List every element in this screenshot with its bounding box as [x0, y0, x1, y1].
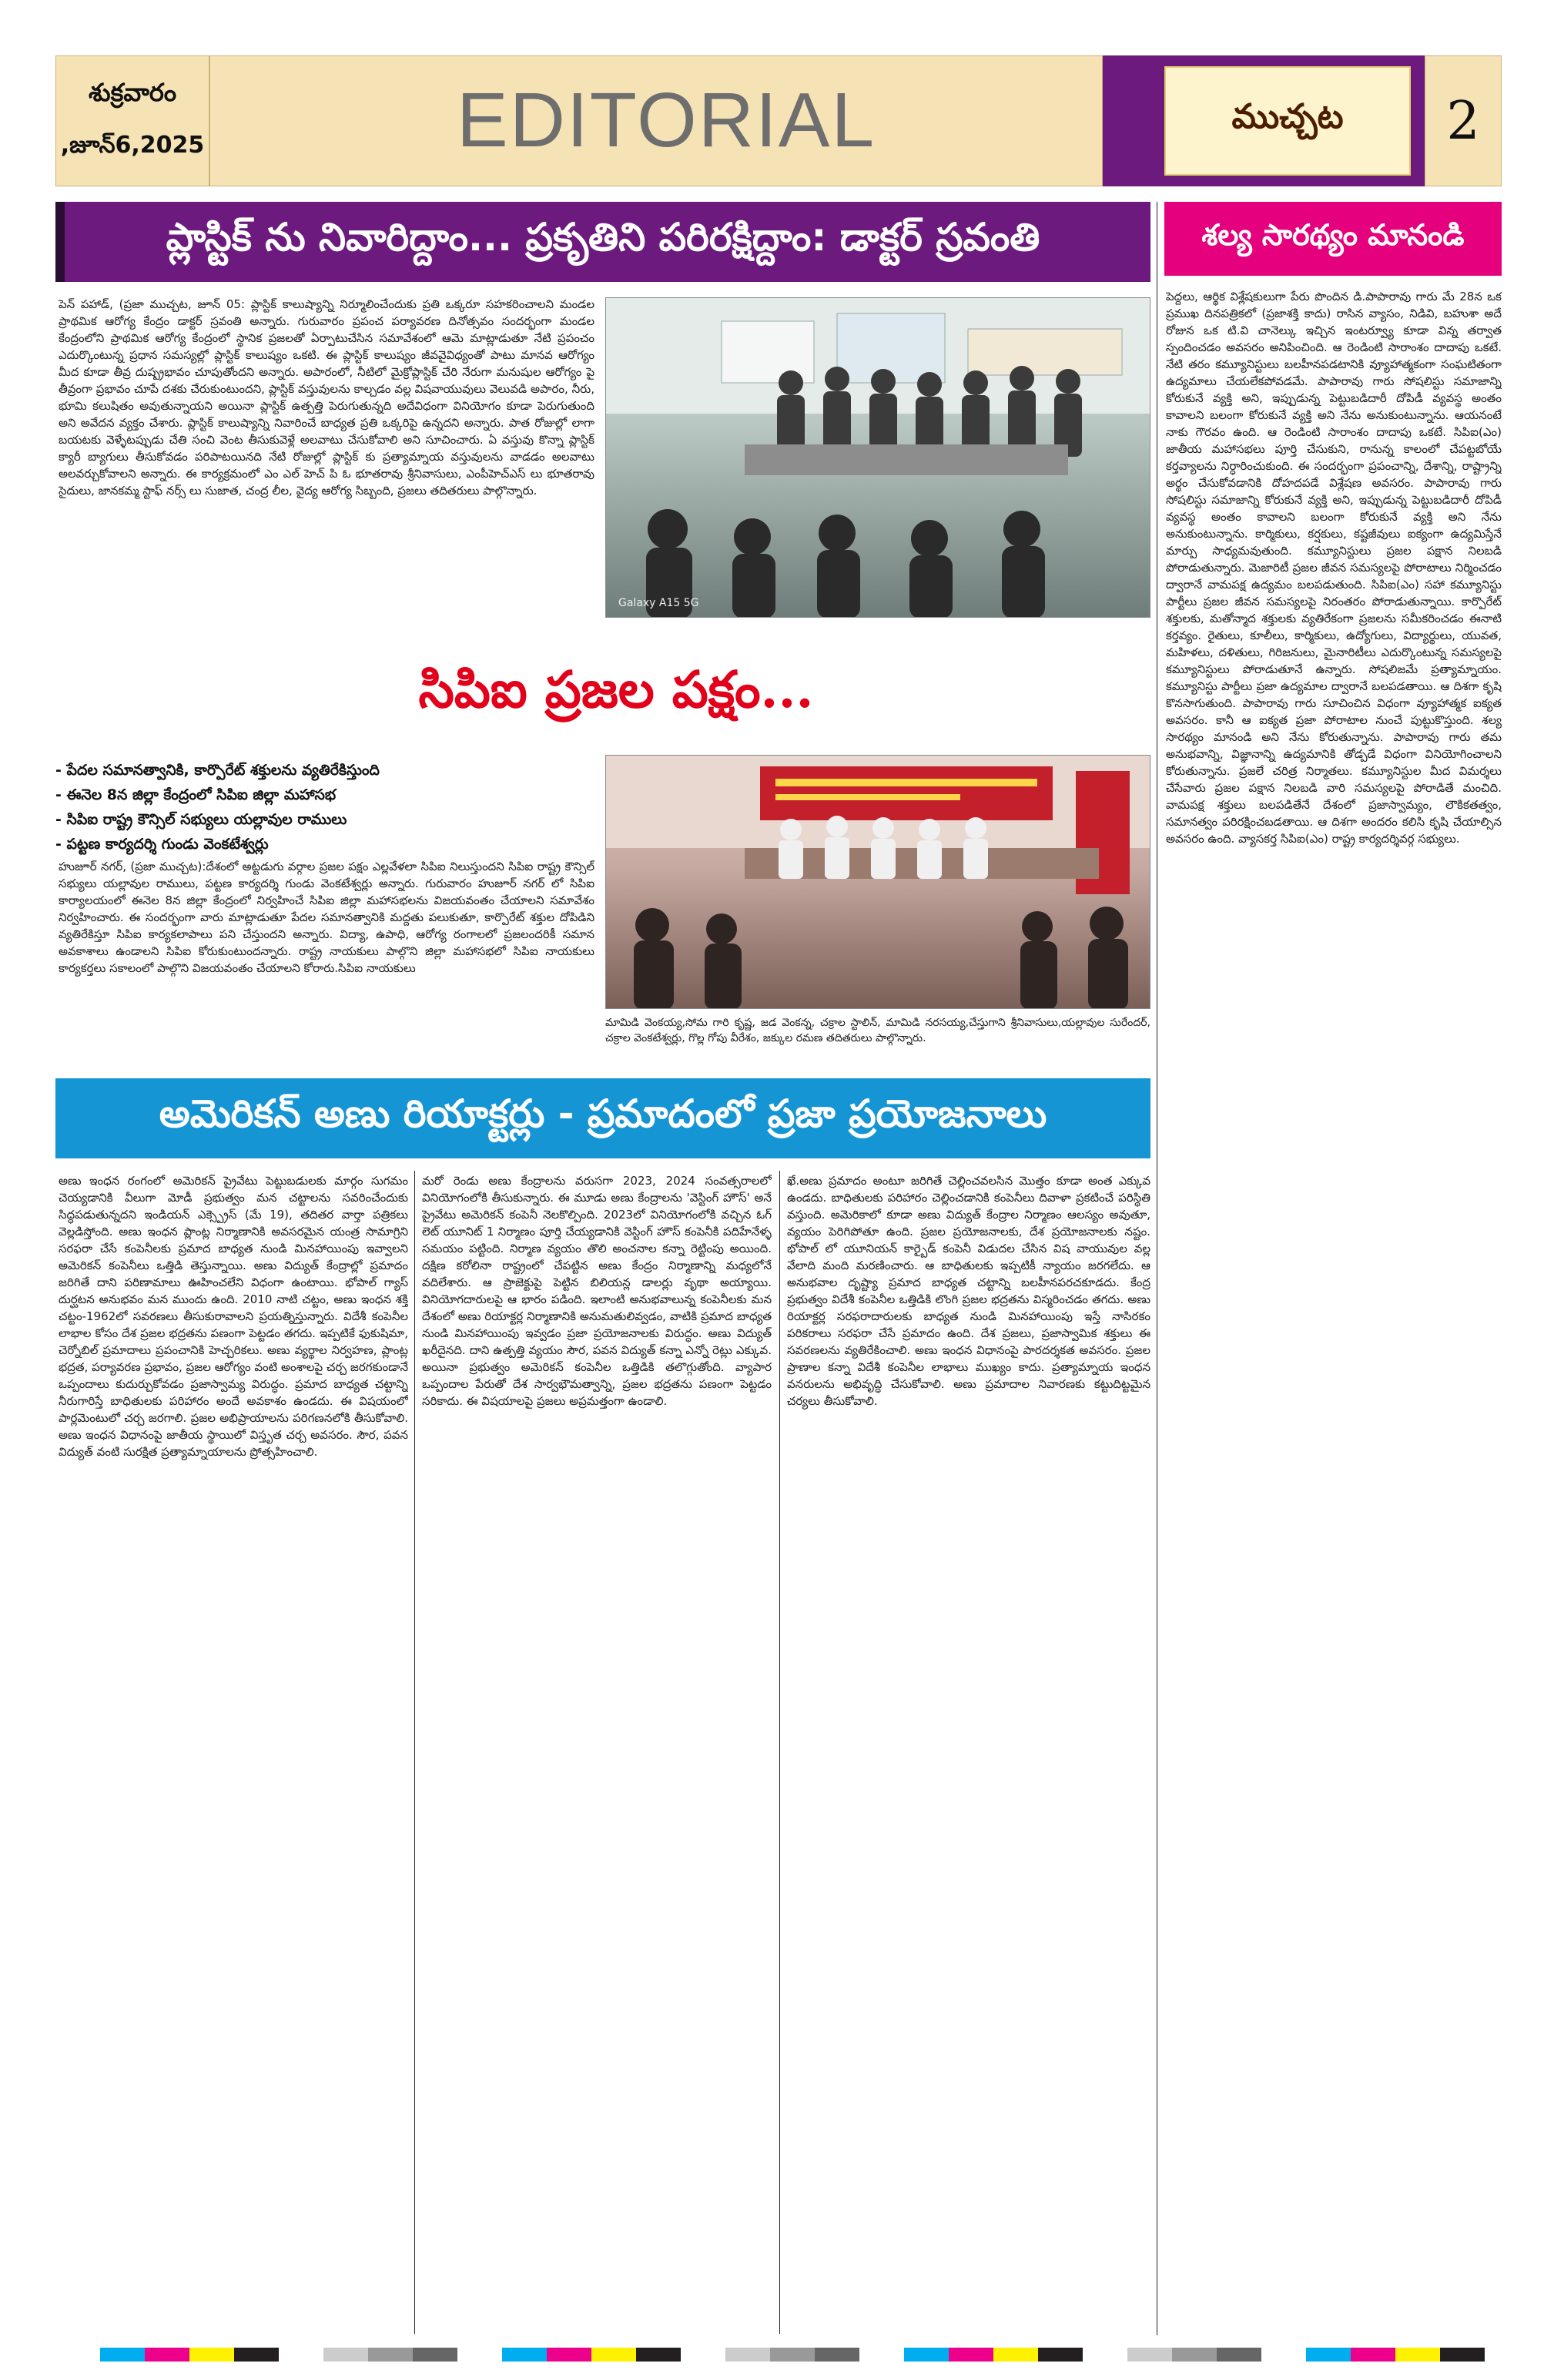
section-box — [209, 55, 1103, 186]
cpi-article-body: హుజూర్ నగర్, (ప్రజా ముచ్చట):దేశంలో అట్టడుగు వర్గాల ప్రజల పక్షం ఎల్లవేళలా సిపిఐ నిలుస్తుందని సిపిఐ రాష్ట్ర కౌన్సిల్ సభ్యులు యల్లావుల రాములు, పట్టణ కార్యదర్శి గుండు వెంకటేశ్వర్లు అన్నారు. గురువారం హుజూర్ నగర్ లో సిపిఐ కార్యాలయంలో ఈనెల 8న జిల్లా కేంద్రంలో నిర్వహించే సిపిఐ జిల్లా మహాసభలను విజయవంతం చేయాలని సమావేశం నిర్వహించారు. ఈ సందర్భంగా వారు మాట్లాడుతూ పేదల సమానత్వానికి మద్దతు పలుకుతూ, కార్పొరేట్ శక్తుల దోపిడిని వ్యతిరేకిస్తూ సిపిఐ కార్యకలాపాలు పని చేస్తుందని అన్నారు. విద్యా, ఉపాధి, ఆరోగ్య రంగాలలో ప్రజలందరికీ సమాన అవకాశాలు ఉండాలని సిపిఐ కోరుకుంటుందన్నారు. రాష్ట్ర నాయకులు పాల్గొని జిల్లా మహాసభలో సిపిఐ నాయకులు కార్యకర్తలు సకాలంలో పాల్గొని విజయవంతం చేయాలని కోరారు.సిపిఐ నాయకులు — [59, 860, 594, 975]
color-swatch — [1083, 2348, 1127, 2362]
column-divider — [779, 1171, 780, 2334]
color-swatch — [1038, 2348, 1083, 2362]
plastic-article-body: పెన్ పహాడ్, (ప్రజా ముచ్చట, జూన్ 05: ప్లాస్టిక్ కాలుష్యాన్ని నిర్మూలించేందుకు ప్రతి ఒక్కరూ సహకరించాలని మండల ప్రాథమిక ఆరోగ్య కేంద్రం డాక్టర్ స్రవంతి అన్నారు. గురువారం ప్రపంచ పర్యావరణ దినోత్సవం సందర్భంగా మండల కేంద్రంలోని ప్రాథమిక ఆరోగ్య కేంద్రంలో స్థానిక ప్రజలతో ఏర్పాటుచేసిన సమావేశంలో ఆమె మాట్లాడుతూ నేటి ప్రపంచం ఎదుర్కొంటున్న ప్రధాన సమస్యల్లో ప్లాస్టిక్ కాలుష్యం ఒకటి. ఈ ప్లాస్టిక్ కాలుష్యం జీవవైవిధ్యంతో పాటు మానవ ఆరోగ్యం మీద కూడా తీవ్ర దుష్ప్రభావం చూపుతోందని అన్నారు. అపారంలో, నీటిలో మైక్రోప్లాస్టిక్ చేరి నేరుగా మనుషుల ఆరోగ్యం పై తీవ్రంగా ప్రభావం చూపే దశకు చేరుకుంటుందని, ప్లాస్టిక్ వస్తువులను కాల్చడం వల్ల విషవాయువులు వెలువడి అపారం, నీరు, భూమి కలుషితం అవుతున్నాయని అయినా ప్లాస్టిక్ ఉత్పత్తి పెరుగుతున్నది అదేవిధంగా వినియోగం కూడా పెరుగుతుంది అని అవేదన వ్యక్తం చేశారు. ప్లాస్టిక్ కాలుష్యాన్ని నివారించే బాధ్యత ప్రతి ఒక్కరిపై ఉన్నదని అన్నారు. పాత రోజుల్లో లాగా బయటకు వెళ్ళేటప్పుడు చేతి సంచి వెంట తీసుకువెళ్లే అలవాటు చేసుకోవాలి అని సూచించారు. ఏ వస్తువు కొన్నా ప్లాస్టిక్ క్యారీ బ్యాగులు తీసుకోవడం పరిపాటయినది నేటి రోజుల్లో ప్లాస్టిక్ కు ప్రత్యామ్నాయ వస్తువులను వాడడం అలవాటు అలవర్చుకోవాలని అన్నారు. ఈ కార్యక్రమంలో ఎం ఎల్ హెచ్ పి ఓ భూతరావు శ్రీనివాసులు, ఎంపీహెచ్ఎస్ లు భూతరావు సైదులు, జానకమ్మ స్టాఫ్ నర్స్ లు సుజాత, చంద్ర లీల, వైద్య ఆరోగ్య సిబ్బంది, ప్రజలు తదితరులు పాల్గొన్నారు. — [59, 297, 594, 498]
plastic-headline: ప్లాస్టిక్ ను నివారిద్దాం... ప్రకృతిని పరిరక్షిద్దాం: డాక్టర్ స్రవంతి — [55, 202, 1150, 282]
color-swatch — [1440, 2348, 1485, 2362]
color-swatch — [725, 2348, 770, 2362]
color-swatch — [949, 2348, 993, 2362]
cpi-meeting-photo — [605, 755, 1150, 1009]
nuclear-article-col1: అణు ఇంధన రంగంలో అమెరికన్ ప్రైవేటు పెట్టుబడులకు మార్గం సుగమం చెయ్యడానికి వీలుగా మోడీ ప్రభుత్వం మన చట్టాలను సవరించేందుకు సిద్ధపడుతున్నదని ఇండియన్ ఎక్స్ప్రెస్ (మే 19), తదితర వార్తా పత్రికలు వెల్లడిస్తోంది. అణు ఇంధన ప్లాంట్ల నిర్మాణానికి అవసరమైన యంత్ర సామాగ్రిని సరఫరా చేసే కంపెనీలకు ప్రమాద బాధ్యత నుండి మినహాయింపు ఇవ్వాలని అమెరికన్ కంపెనీలు ఒత్తిడి తెస్తున్నాయి. అణు విద్యుత్ కేంద్రాల్లో ప్రమాదం జరిగితే దాని పరిణామాలు ఊహించలేని విధంగా ఉంటాయి. భోపాల్ గ్యాస్ దుర్ఘటన అనుభవం మన ముందు ఉంది. 2010 నాటి చట్టం, అణు ఇంధన శక్తి చట్టం-1962లో సవరణలు తీసుకురావాలని ప్రయత్నిస్తున్నారు. విదేశీ కంపెనీల లాభాల కోసం దేశ ప్రజల భద్రతను పణంగా పెట్టడం తగదు. ఇప్పటికే ఫుకుషిమా, చెర్నోబిల్ ప్రమాదాలు ప్రపంచానికి హెచ్చరికలు. అణు వ్యర్థాల నిర్వహణ, ప్లాంట్ల భద్రత, పర్యావరణ ప్రభావం, ప్రజల ఆరోగ్యం వంటి అంశాలపై చర్చ జరగకుండానే ఒప్పందాలు కుదుర్చుకోవడం ప్రజాస్వామ్య విరుద్ధం. ప్రమాద బాధ్యత చట్టాన్ని నీరుగారిస్తే బాధితులకు పరిహారం అందే అవకాశం ఉండదు. ఈ విషయంలో పార్లమెంటులో చర్చ జరగాలి. ప్రజల అభిప్రాయాలను పరిగణనలోకి తీసుకోవాలి. అణు ఇంధన విధానంపై జాతీయ స్థాయిలో విస్తృత చర్చ అవసరం. సౌర, పవన విద్యుత్ వంటి సురక్షిత ప్రత్యామ్నాయాలను ప్రోత్సహించాలి. — [59, 1174, 408, 1459]
color-swatch — [502, 2348, 547, 2362]
cpi-highlight-item: - పేదల సమానత్వానికి, కార్పొరేట్ శక్తులను వ్యతిరేకిస్తుంది — [55, 762, 380, 779]
color-swatch — [859, 2348, 904, 2362]
color-swatch — [1217, 2348, 1261, 2362]
nuclear-headline: అమెరికన్ అణు రియాక్టర్లు - ప్రమాదంలో ప్రజా ప్రయోజనాలు — [55, 1078, 1150, 1158]
color-swatch — [681, 2348, 725, 2362]
color-swatch — [55, 2348, 100, 2362]
plastic-event-photo — [605, 297, 1150, 618]
nuclear-article-col2: మరో రెండు అణు కేంద్రాలను వరుసగా 2023, 2024 సంవత్సరాలలో వినియోగంలోకి తీసుకున్నారు. ఈ మూడు అణు కేంద్రాలను 'వెస్టింగ్ హౌస్' అనే ప్రైవేటు అమెరికన్ కంపెనీ నెలకొల్పింది. 2023లో వినియోగంలోకి వచ్చిన ఓగ్ లెట్ యూనిట్ 1 నిర్మాణం పూర్తి చేయ్యడానికి వెస్టింగ్ హౌస్ కంపెనీకి పదిహేనేళ్ళ సమయం పట్టింది. నిర్మాణ వ్యయం తొలి అంచనాల కన్నా రెట్టింపు అయింది. దక్షిణ కరోలినా రాష్ట్రంలో చేపట్టిన అణు కేంద్రం నిర్మాణాన్ని మధ్యలోనే వదిలేశారు. ఆ ప్రాజెక్టుపై పెట్టిన బిలియన్ల డాలర్లు వృథా అయ్యాయి. వినియోగదారులపై ఆ భారం పడింది. ఇలాంటి అనుభవాలున్న కంపెనీలకు మన దేశంలో అణు రియాక్టర్ల నిర్మాణానికి అనుమతులివ్వడం, వాటికి ప్రమాద బాధ్యత నుండి మినహాయింపు ఇవ్వడం ప్రజా ప్రయోజనాలకు విరుద్ధం. అణు విద్యుత్ ఖరీదైనది. దాని ఉత్పత్తి వ్యయం సౌర, పవన విద్యుత్ కన్నా ఎన్నో రెట్లు ఎక్కువ. అయినా ప్రభుత్వం అమెరికన్ కంపెనీల ఒత్తిడికి తలొగ్గుతోంది. వ్యాపార ఒప్పందాల పేరుతో దేశ సార్వభౌమత్వాన్ని, ప్రజల భద్రతను పణంగా పెట్టడం సరికాదు. ఈ విషయాలపై ప్రజలు అప్రమత్తంగా ఉండాలి. — [422, 1174, 772, 1408]
photo-watermark: Galaxy A15 5G — [618, 597, 699, 609]
page-number: 2 — [1446, 90, 1480, 152]
cpi-highlight-item: - పట్టణ కార్యదర్శి గుండు వెంకటేశ్వర్లు — [55, 836, 269, 853]
color-swatch — [904, 2348, 949, 2362]
color-swatch — [1395, 2348, 1440, 2362]
color-swatch — [323, 2348, 368, 2362]
color-swatch — [636, 2348, 681, 2362]
cpi-highlights — [55, 758, 594, 856]
color-swatch — [279, 2348, 323, 2362]
color-swatch — [815, 2348, 859, 2362]
color-swatch — [547, 2348, 591, 2362]
color-swatch — [413, 2348, 457, 2362]
color-swatch — [100, 2348, 145, 2362]
cpi-highlight-item: - సిపిఐ రాష్ట్ర కౌన్సిల్ సభ్యులు యల్లావుల రాములు — [55, 811, 347, 828]
color-swatch — [234, 2348, 279, 2362]
page-number-box — [1425, 55, 1502, 186]
masthead-date: ,జూన్6,2025 — [60, 132, 205, 159]
color-swatch — [1351, 2348, 1395, 2362]
brand-name: ముచ్చట — [1231, 97, 1344, 136]
section-title: EDITORIAL — [457, 77, 876, 163]
color-swatch — [591, 2348, 636, 2362]
brand-panel — [1103, 55, 1425, 186]
color-swatch — [368, 2348, 413, 2362]
color-swatch — [993, 2348, 1038, 2362]
nuclear-article-col3: ఖే.అణు ప్రమాదం అంటూ జరిగితే చెల్లించవలసిన మొత్తం కూడా అంత ఎక్కువ ఉండదు. బాధితులకు పరిహారం చెల్లించడానికి కంపెనీలు దివాళా ప్రకటించే పరిస్థితి వస్తుంది. అమెరికాలో కూడా అణు విద్యుత్ కేంద్రాల నిర్మాణం ఆలస్యం అవుతూ, వ్యయం పెరిగిపోతూ ఉంది. ప్రజల ప్రయోజనాలకు, దేశ ప్రయోజనాలకు నష్టం. భోపాల్ లో యూనియన్ కార్బైడ్ కంపెనీ విడుదల చేసిన విష వాయువుల వల్ల వేలాది మంది మరణించారు. ఆ బాధితులకు ఇప్పటికీ న్యాయం జరగలేదు. ఆ అనుభవాల దృష్ట్యా ప్రమాద బాధ్యత చట్టాన్ని బలహీనపరచకూడదు. కేంద్ర ప్రభుత్వం విదేశీ కంపెనీల ఒత్తిడికి లొంగి ప్రజల భద్రతను విస్మరించడం తగదు. అణు రియాక్టర్ల సరఫరాదారులకు బాధ్యత నుండి మినహాయింపు ఇస్తే నాసిరకం పరికరాలు సరఫరా చేసే ప్రమాదం ఉంది. దేశ ప్రజలు, ప్రజాస్వామిక శక్తులు ఈ సవరణలను వ్యతిరేకించాలి. అణు ఇంధన విధానంపై పారదర్శకత అవసరం. ప్రజల ప్రాణాల కన్నా విదేశీ కంపెనీల లాభాలు ముఖ్యం కాదు. ప్రత్యామ్నాయ ఇంధన వనరులను అభివృద్ధి చేసుకోవాలి. అణు ప్రమాదాల నివారణకు కట్టుదిట్టమైన చర్యలు తీసుకోవాలి. — [787, 1174, 1150, 1408]
masthead — [55, 55, 1502, 186]
color-swatch — [457, 2348, 502, 2362]
side-headline: శల్య సారథ్యం మానండి — [1164, 202, 1502, 276]
color-swatch — [1172, 2348, 1217, 2362]
color-swatch — [770, 2348, 815, 2362]
side-article-body: పెద్దలు, ఆర్థిక విశ్లేషకులుగా పేరు పొందిన డి.పాపారావు గారు మే 28న ఒక ప్రముఖ దినపత్రికలో (ప్రజాశక్తి కాదు) రాసిన వ్యాసం, నిడివి, బహుశా అదే రోజున ఒక టి.వి చానెల్కు ఇచ్చిన ఇంటర్వ్యూ కూడా విన్న తర్వాత స్పందించడం అవసరం అనిపించింది. ఆ రెండింటి సారాంశం దాదాపు ఒకటే. నేటి తరం కమ్యూనిస్టులు బలహీనపడటానికి వ్యూహాత్మకంగా సంఘటితంగా ఉద్యమాలు చేయలేకపోవడమే. పాపారావు గారు సోషలిస్టు సమాజాన్ని కోరుకునే వ్యక్తి అని, ఇప్పుడున్న పెట్టుబడిదారీ దోపిడీ వ్యవస్థ అంతం కావాలని బలంగా కోరుకునే వ్యక్తి అని నేను అనుకుంటున్నాను. ఆయనంటే నాకు గౌరవం ఉంది. ఆ రెండింటి సారాంశం దాదాపు ఒకటే. సిపిఐ(ఎం) జాతీయ మహాసభలు పూర్తి చేసుకుని, రానున్న కాలంలో చేపట్టబోయే కర్తవ్యాలను నిర్ధారించుకుంది. ఈ సందర్భంగా ప్రపంచాన్ని, దేశాన్ని, రాష్ట్రాన్ని అర్థం చేసుకోవడానికి దోహదపడే విశ్లేషణ అవసరం. పాపారావు గారు సోషలిస్టు సమాజాన్ని కోరుకునే వ్యక్తి అని, ఇప్పుడున్న పెట్టుబడిదారీ దోపిడీ వ్యవస్థ అంతం కావాలని బలంగా కోరుకునే వ్యక్తి అని నేను అనుకుంటున్నాను. కార్మికులు, కర్షకులు, కష్టజీవులు ఐక్యంగా ఉద్యమిస్తేనే మార్పు సాధ్యమవుతుంది. కమ్యూనిస్టులు ప్రజల పక్షాన నిలబడి పోరాడుతున్నారు. మెజారిటీ ప్రజల జీవన సమస్యలపై పోరాటాలు నిర్మించడం ద్వారానే వామపక్ష ఉద్యమం బలపడుతుంది. సిపిఐ(ఎం) సహా కమ్యూనిస్టు పార్టీలు ప్రజల జీవన సమస్యలపై నిరంతరం పోరాడుతున్నాయి. కార్పొరేట్ శక్తులకు, మతోన్మాద శక్తులకు వ్యతిరేకంగా ప్రజలను సమీకరించడం ఈనాటి కర్తవ్యం. రైతులు, కూలీలు, కార్మికులు, ఉద్యోగులు, విద్యార్థులు, యువత, మహిళలు, దళితులు, గిరిజనులు, మైనారిటీలు ఎదుర్కొంటున్న సమస్యలపై కమ్యూనిస్టులు పోరాడుతూనే ఉన్నారు. సోషలిజమే ప్రత్యామ్నాయం. కమ్యూనిస్టు పార్టీలు ప్రజా ఉద్యమాల ద్వారానే బలపడతాయి. ఆ దిశగా కృషి కొనసాగుతుంది. పాపారావు గారు సూచించిన విధంగా వ్యూహాత్మక ఐక్యత అవసరం. కానీ ఆ ఐక్యత ప్రజా పోరాటాల నుంచే పుట్టుకొస్తుంది. శల్య సారథ్యం మానండి అని నేను కోరుతున్నాను. పాపారావు గారు తమ అనుభవాన్ని, విజ్ఞానాన్ని ఉద్యమానికి తోడ్పడే విధంగా వినియోగించాలని కోరుతున్నాను. ప్రజలే చరిత్ర నిర్మాతలు. కమ్యూనిస్టుల మీద విమర్శలు చేసేవారు ప్రజల పక్షాన నిలబడి వారి సమస్యలపై పోరాడితే మంచిది. వామపక్ష శక్తులు బలపడితేనే దేశంలో ప్రజాస్వామ్యం, లౌకికతత్వం, సమానత్వం పరిరక్షించబడతాయి. ఆ దిశగా అందరం కలిసి కృషి చేయాల్సిన అవసరం ఉంది. వ్యాసకర్త సిపిఐ(ఎం) రాష్ట్ర కార్యదర్శివర్గ సభ్యులు. — [1166, 290, 1502, 846]
cpi-highlight-item: - ఈనెల 8న జిల్లా కేంద్రంలో సిపిఐ జిల్లా మహాసభ — [55, 786, 337, 803]
printer-color-bar — [55, 2348, 1502, 2362]
masthead-day: శుక్రవారం — [88, 78, 177, 107]
cpi-headline: సిపిఐ ప్రజల పక్షం... — [418, 659, 814, 719]
brand-logo — [1164, 66, 1411, 176]
color-swatch — [1261, 2348, 1306, 2362]
cpi-meeting-photo-art — [606, 756, 1150, 1009]
color-swatch — [1127, 2348, 1172, 2362]
cpi-photo-caption: మామిడి వెంకయ్య,సోమ గారి కృష్ణ, జడ వెంకన్న, చక్రాల స్టాలిన్, మామిడి నరసయ్య,చేస్తుగాని శ్రీనివాసులు,యల్లావుల సురేందర్, చక్రాల వెంకటేశ్వర్లు, గొల్ల గోపు వీరేశం, జక్కుల రమణ తదితరులు పాల్గొన్నారు. — [605, 1017, 1150, 1044]
plastic-event-photo-art — [606, 298, 1150, 618]
color-swatch — [189, 2348, 234, 2362]
color-swatch — [1306, 2348, 1351, 2362]
column-divider — [414, 1171, 415, 2334]
color-swatch — [145, 2348, 189, 2362]
date-box — [55, 55, 209, 186]
